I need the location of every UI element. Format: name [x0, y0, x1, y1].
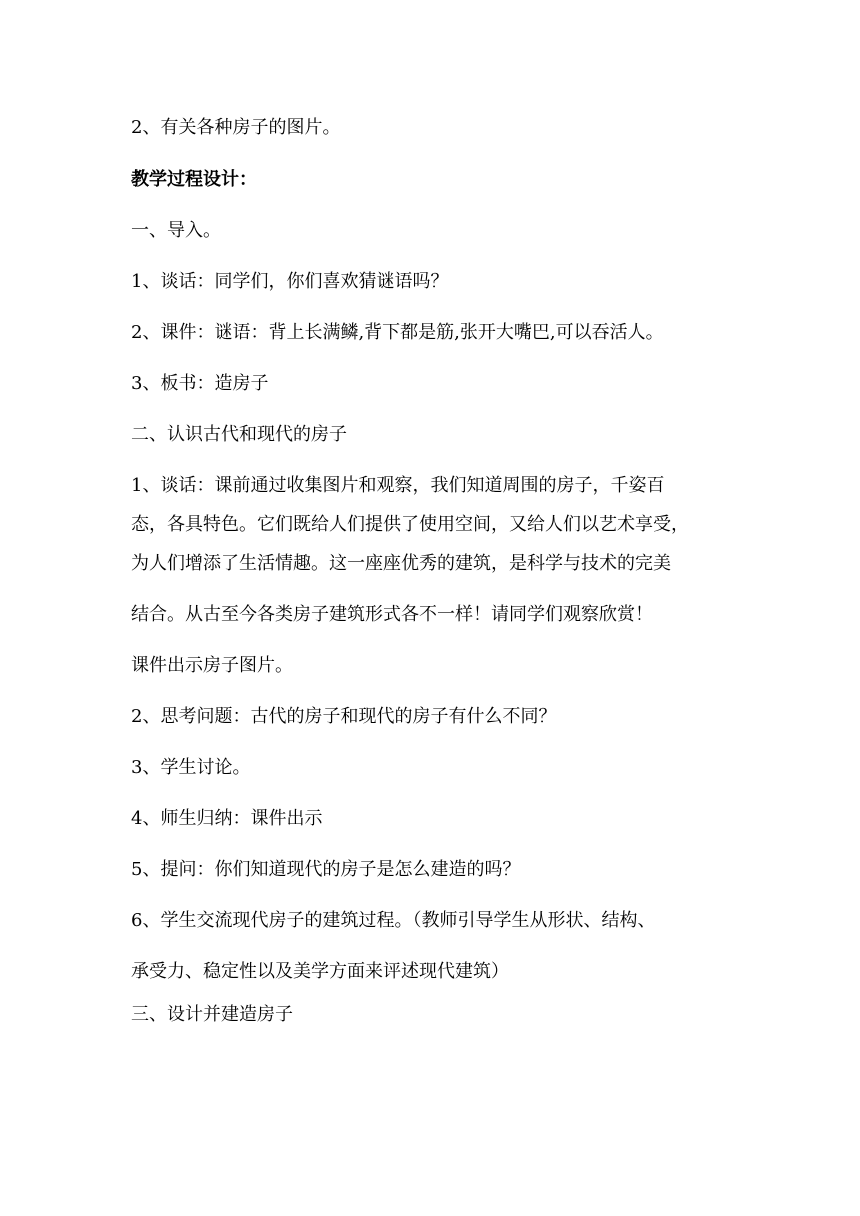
step-6: 6、学生交流现代房子的建筑过程。（教师引导学生从形状、结构、 [131, 910, 656, 931]
intro-step-3: 3、板书：造房子 [131, 373, 269, 394]
paragraph-line: 为人们增添了生活情趣。这一座座优秀的建筑，是科学与技术的完美 [131, 553, 671, 574]
paragraph-line: 1、谈话：课前通过收集图片和观察，我们知道周围的房子，千姿百 [131, 475, 665, 496]
step-4: 4、师生归纳：课件出示 [131, 808, 323, 829]
intro-step-1: 1、谈话：同学们，你们喜欢猜谜语吗？ [131, 271, 449, 292]
materials-item-2: 2、有关各种房子的图片。 [131, 117, 341, 138]
part-heading-design-build: 三、设计并建造房子 [131, 1004, 293, 1025]
section-heading-teaching-process: 教学过程设计： [131, 169, 257, 190]
step-6-continued: 承受力、稳定性以及美学方面来评述现代建筑） [131, 961, 509, 982]
step-3: 3、学生讨论。 [131, 757, 251, 778]
step-2: 2、思考问题：古代的房子和现代的房子有什么不同？ [131, 706, 557, 727]
paragraph-line: 课件出示房子图片。 [131, 655, 293, 676]
part-heading-understand-houses: 二、认识古代和现代的房子 [131, 424, 347, 445]
paragraph-line: 态，各具特色。它们既给人们提供了使用空间，又给人们以艺术享受， [131, 514, 689, 535]
intro-step-2: 2、课件：谜语：背上长满鳞,背下都是筋,张开大嘴巴,可以吞活人。 [131, 322, 664, 343]
paragraph-line: 结合。从古至今各类房子建筑形式各不一样！请同学们观察欣赏！ [131, 604, 653, 625]
part-heading-intro: 一、导入。 [131, 220, 221, 241]
step-5: 5、提问：你们知道现代的房子是怎么建造的吗？ [131, 859, 521, 880]
